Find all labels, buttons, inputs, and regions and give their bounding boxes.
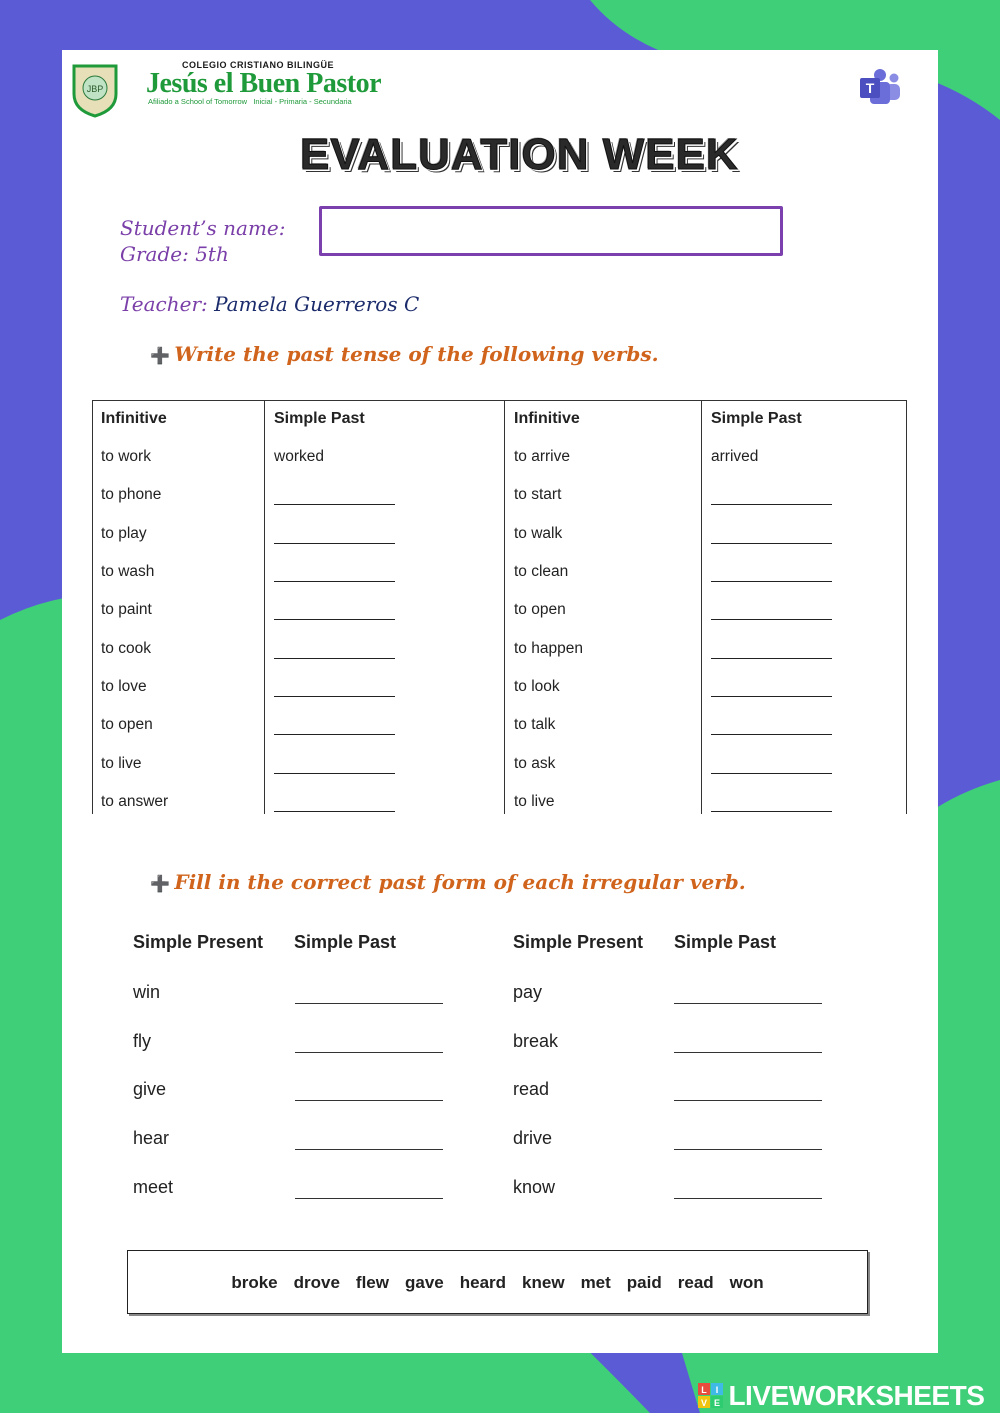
- answer-blank[interactable]: [711, 543, 832, 544]
- table-divider: [906, 400, 907, 814]
- word-bank-item[interactable]: knew: [522, 1273, 565, 1292]
- answer-blank[interactable]: [711, 696, 832, 697]
- answer-blank[interactable]: [674, 1149, 822, 1150]
- section2-instruction-row: [150, 870, 746, 894]
- school-seal-text: JBP: [86, 84, 104, 94]
- answer-blank[interactable]: [274, 696, 395, 697]
- word-bank: [127, 1250, 868, 1314]
- verb-table: [92, 400, 907, 814]
- word-bank-item[interactable]: read: [677, 1273, 714, 1292]
- student-name-input[interactable]: [319, 206, 783, 256]
- logo-letter: L: [701, 1385, 707, 1395]
- arrow-bullet-icon: ➕: [150, 348, 170, 365]
- verb-cell: to talk: [514, 716, 556, 733]
- answer-blank[interactable]: [711, 581, 832, 582]
- verb-cell: to live: [514, 793, 555, 810]
- present-verb-cell: give: [133, 1079, 167, 1099]
- answer-blank[interactable]: [674, 1052, 822, 1053]
- present-verb-cell: know: [513, 1177, 556, 1197]
- section1-instruction: Write the past tense of the following verbs.: [174, 342, 659, 366]
- answer-blank[interactable]: [711, 504, 832, 505]
- verb-cell: to paint: [101, 601, 152, 618]
- table-divider: [264, 400, 265, 814]
- liveworksheets-logo: [698, 1380, 984, 1412]
- verb-cell: to arrive: [514, 448, 570, 465]
- word-bank-item[interactable]: gave: [404, 1273, 444, 1292]
- table-header: Infinitive: [514, 410, 580, 427]
- verb-cell: to phone: [101, 486, 162, 503]
- verb-cell: to open: [514, 601, 566, 618]
- teacher-label: Teacher:: [120, 292, 208, 316]
- verb-cell: to ask: [514, 755, 556, 772]
- present-verb-cell: meet: [133, 1177, 174, 1197]
- verb-cell: to cook: [101, 640, 151, 657]
- table-header: Simple Past: [711, 410, 802, 427]
- table-header: Simple Past: [274, 410, 365, 427]
- answer-blank[interactable]: [295, 1100, 443, 1101]
- answer-blank[interactable]: [274, 504, 395, 505]
- liveworksheets-logo-icon: [698, 1383, 724, 1409]
- logo-letter: I: [715, 1385, 719, 1395]
- school-seal-icon: [70, 62, 120, 118]
- grade-label: Grade: 5th: [120, 242, 229, 266]
- table-header: Infinitive: [101, 410, 167, 427]
- school-subtitle: COLEGIO CRISTIANO BILINGÜE: [182, 60, 335, 70]
- school-tagline: Afiliado a School of Tomorrow Inicial - Primaria - Secundaria: [148, 97, 352, 106]
- section2-instruction: Fill in the correct past form of each irregular verb.: [174, 870, 746, 894]
- teams-icon: [858, 66, 902, 106]
- answer-blank[interactable]: [674, 1003, 822, 1004]
- verb-cell: to answer: [101, 793, 169, 810]
- answer-blank[interactable]: [295, 1198, 443, 1199]
- answer-blank[interactable]: [274, 581, 395, 582]
- list-header: Simple Past: [294, 932, 397, 952]
- verb-cell: to love: [101, 678, 147, 695]
- present-verb-cell: read: [513, 1079, 550, 1099]
- present-verb-cell: pay: [513, 982, 543, 1002]
- present-verb-cell: fly: [133, 1031, 151, 1051]
- teacher-name: Pamela Guerreros C: [214, 292, 420, 316]
- present-verb-cell: break: [513, 1031, 559, 1051]
- word-bank-item[interactable]: broke: [231, 1273, 278, 1292]
- section1-instruction-row: [150, 342, 659, 366]
- school-name: Jesús el Buen Pastor: [146, 68, 381, 99]
- list-header: Simple Present: [133, 932, 264, 952]
- verb-cell: to start: [514, 486, 562, 503]
- verb-cell: to play: [101, 525, 147, 542]
- past-answer-cell: worked: [274, 448, 324, 465]
- answer-blank[interactable]: [295, 1003, 443, 1004]
- answer-blank[interactable]: [295, 1052, 443, 1053]
- past-answer-cell: arrived: [711, 448, 759, 465]
- word-bank-item[interactable]: won: [729, 1273, 764, 1292]
- student-name-label: Student’s name:: [120, 216, 286, 240]
- arrow-bullet-icon: ➕: [150, 876, 170, 893]
- verb-cell: to clean: [514, 563, 569, 580]
- answer-blank[interactable]: [274, 773, 395, 774]
- answer-blank[interactable]: [295, 1149, 443, 1150]
- school-seal: [70, 62, 120, 118]
- verb-cell: to happen: [514, 640, 583, 657]
- answer-blank[interactable]: [711, 773, 832, 774]
- table-divider: [504, 400, 505, 814]
- list-header: Simple Present: [513, 932, 644, 952]
- verb-cell: to wash: [101, 563, 155, 580]
- word-bank-item[interactable]: met: [580, 1273, 611, 1292]
- word-bank-item[interactable]: flew: [355, 1273, 389, 1292]
- verb-cell: to open: [101, 716, 153, 733]
- answer-blank[interactable]: [274, 811, 395, 812]
- word-bank-item[interactable]: paid: [626, 1273, 662, 1292]
- liveworksheets-brand[interactable]: LIVEWORKSHEETS: [728, 1380, 985, 1411]
- answer-blank[interactable]: [274, 658, 395, 659]
- answer-blank[interactable]: [711, 811, 832, 812]
- present-verb-cell: hear: [133, 1128, 170, 1148]
- list-header: Simple Past: [674, 932, 777, 952]
- logo-letter: E: [713, 1398, 721, 1408]
- svg-text:T: T: [865, 80, 875, 96]
- answer-blank[interactable]: [274, 734, 395, 735]
- answer-blank[interactable]: [274, 619, 395, 620]
- table-divider: [92, 400, 93, 814]
- answer-blank[interactable]: [674, 1198, 822, 1199]
- answer-blank[interactable]: [274, 543, 395, 544]
- verb-cell: to look: [514, 678, 560, 695]
- verb-cell: to work: [101, 448, 151, 465]
- table-divider: [701, 400, 702, 814]
- worksheet-page: [62, 50, 938, 1353]
- verb-cell: to walk: [514, 525, 563, 542]
- word-bank-words: [128, 1273, 867, 1293]
- logo-letter: V: [700, 1398, 708, 1408]
- answer-blank[interactable]: [711, 734, 832, 735]
- answer-blank[interactable]: [674, 1100, 822, 1101]
- present-verb-cell: drive: [513, 1128, 553, 1148]
- answer-blank[interactable]: [711, 658, 832, 659]
- answer-blank[interactable]: [711, 619, 832, 620]
- page-title: EVALUATION WEEK: [300, 130, 739, 179]
- teacher-line: [120, 292, 419, 316]
- word-bank-item[interactable]: drove: [293, 1273, 340, 1292]
- table-top-border: [92, 400, 907, 401]
- verb-cell: to live: [101, 755, 142, 772]
- word-bank-item[interactable]: heard: [459, 1273, 507, 1292]
- present-verb-cell: win: [133, 982, 161, 1002]
